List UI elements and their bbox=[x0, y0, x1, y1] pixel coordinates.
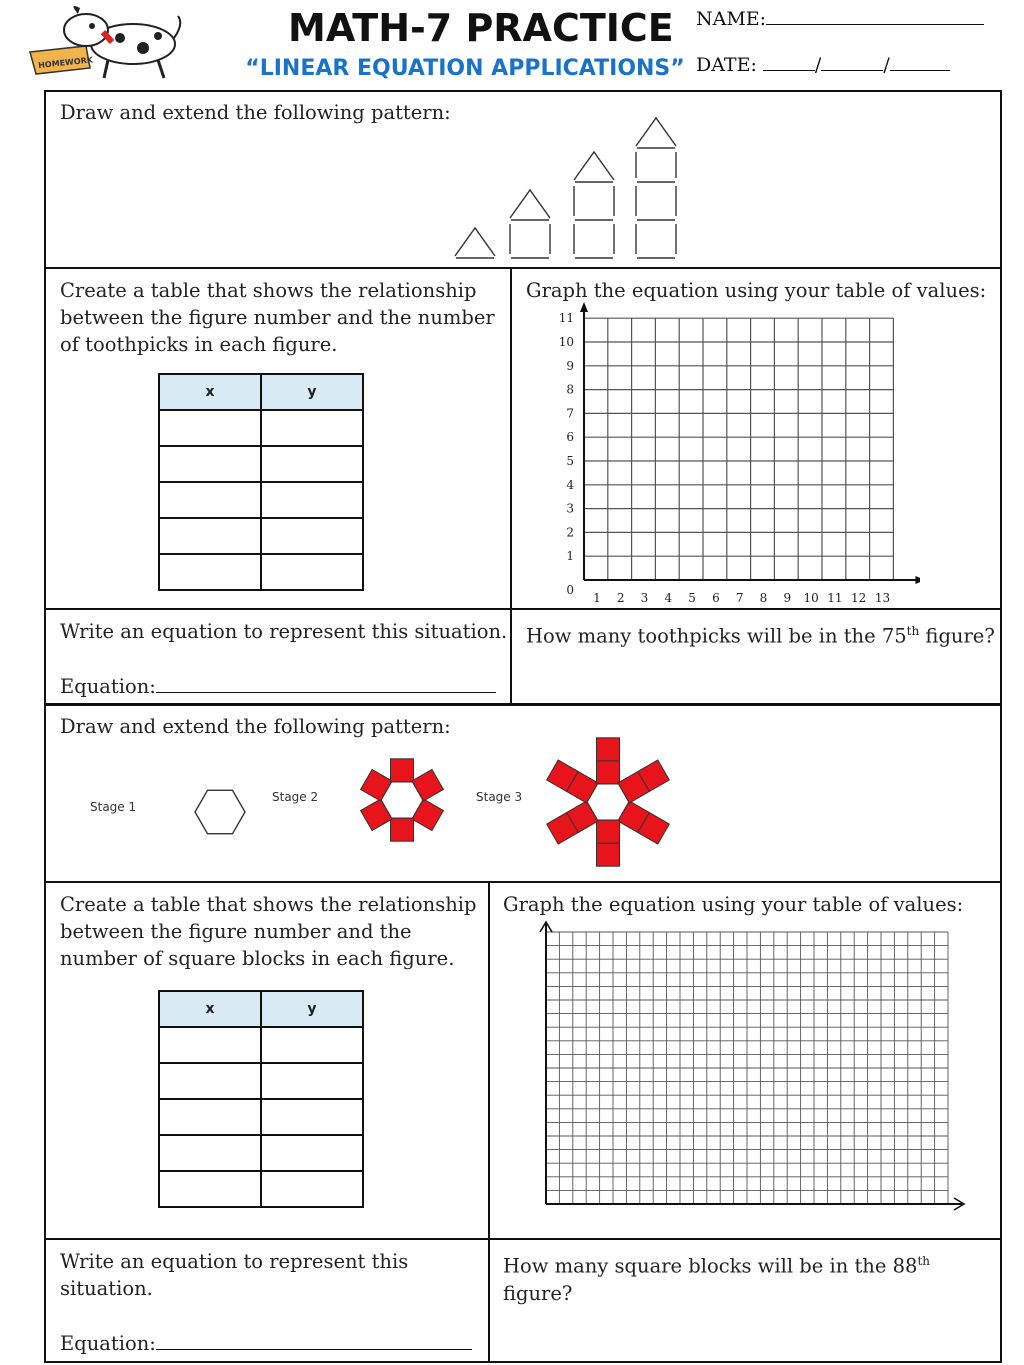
table-cell[interactable] bbox=[261, 446, 363, 482]
stage2-block bbox=[391, 759, 414, 782]
stage1-hexagon bbox=[195, 790, 245, 833]
section1-graph-prompt: Graph the equation using your table of values: bbox=[526, 279, 987, 302]
y-tick-label: 4 bbox=[566, 477, 574, 492]
date-day-line[interactable] bbox=[821, 52, 883, 71]
table-cell[interactable] bbox=[261, 410, 363, 446]
section2-equation-field[interactable] bbox=[60, 1330, 472, 1357]
section1-divider-vertical bbox=[510, 267, 512, 704]
y-axis-arrow bbox=[580, 302, 588, 312]
stage3-block bbox=[597, 761, 620, 784]
date-year-line[interactable] bbox=[890, 52, 950, 71]
table-cell[interactable] bbox=[261, 518, 363, 554]
section1-graph[interactable] bbox=[550, 300, 920, 606]
equation-label: Equation: bbox=[60, 675, 156, 698]
section1-pattern-prompt: Draw and extend the following pattern: bbox=[60, 101, 451, 124]
stage2-label: Stage 2 bbox=[272, 790, 319, 804]
question-text-end: figure? bbox=[919, 624, 995, 648]
x-tick-label: 5 bbox=[688, 591, 696, 605]
toothpick-pattern bbox=[450, 110, 690, 262]
section1-divider-top bbox=[44, 267, 1002, 269]
stage3-label: Stage 3 bbox=[476, 790, 523, 804]
table-header-y: y bbox=[261, 991, 363, 1027]
x-tick-label: 4 bbox=[664, 591, 673, 605]
equation-prompt-line: Write an equation to represent this bbox=[60, 1250, 409, 1273]
homework-dog-logo bbox=[8, 2, 183, 82]
date-label: DATE: bbox=[696, 54, 757, 76]
table-cell[interactable] bbox=[261, 1099, 363, 1135]
table-cell[interactable] bbox=[159, 1063, 261, 1099]
question-text: How many square blocks will be in the 88 bbox=[503, 1254, 918, 1278]
y-tick-label: 9 bbox=[566, 358, 574, 373]
table-cell[interactable] bbox=[159, 446, 261, 482]
table-cell[interactable] bbox=[261, 1063, 363, 1099]
name-field[interactable] bbox=[696, 6, 984, 30]
stage3-block bbox=[597, 820, 620, 843]
section1-table-prompt: Create a table that shows the relationship between the figure number and the number of toothpicks in each figure. bbox=[60, 279, 495, 356]
section2-equation-prompt bbox=[60, 1248, 408, 1302]
stage3-block bbox=[597, 738, 620, 761]
section2-divider-top bbox=[44, 881, 1002, 883]
section1-equation-field[interactable] bbox=[60, 673, 496, 700]
date-month-line[interactable] bbox=[763, 52, 815, 71]
x-tick-label: 6 bbox=[712, 591, 720, 605]
date-field[interactable] bbox=[696, 52, 950, 76]
table-cell[interactable] bbox=[159, 518, 261, 554]
table-cell[interactable] bbox=[261, 554, 363, 590]
section2-graph[interactable] bbox=[536, 920, 970, 1216]
table-cell[interactable] bbox=[159, 482, 261, 518]
question-superscript: th bbox=[906, 624, 920, 638]
equation-label: Equation: bbox=[60, 1332, 156, 1355]
name-label: NAME: bbox=[696, 8, 767, 30]
stage3-block bbox=[597, 843, 620, 866]
table-cell[interactable] bbox=[261, 1027, 363, 1063]
x-tick-label: 13 bbox=[874, 591, 891, 605]
table-header-y: y bbox=[261, 374, 363, 410]
table-cell[interactable] bbox=[261, 1135, 363, 1171]
x-tick-label: 12 bbox=[851, 591, 867, 605]
y-tick-label: 8 bbox=[566, 382, 574, 397]
section1-divider-mid bbox=[44, 608, 1002, 610]
section2-xy-table bbox=[158, 990, 364, 1208]
x-tick-label: 1 bbox=[593, 591, 601, 605]
hexagon-block-pattern bbox=[180, 730, 700, 875]
table-cell[interactable] bbox=[159, 1027, 261, 1063]
x-tick-label: 3 bbox=[640, 591, 649, 605]
section2-divider-mid bbox=[44, 1238, 1002, 1240]
section1-equation-prompt: Write an equation to represent this situation. bbox=[60, 620, 508, 643]
date-separator-2: / bbox=[883, 54, 890, 76]
y-tick-label: 1 bbox=[566, 549, 574, 564]
table-cell[interactable] bbox=[159, 410, 261, 446]
question-text: How many toothpicks will be in the 75 bbox=[526, 624, 907, 648]
table-cell[interactable] bbox=[159, 1099, 261, 1135]
section2-question bbox=[503, 1248, 963, 1307]
section1-xy-table bbox=[158, 373, 364, 591]
y-tick-label: 11 bbox=[558, 311, 574, 326]
worksheet-title: MATH-7 PRACTICE bbox=[288, 6, 674, 50]
x-tick-label: 9 bbox=[783, 591, 792, 605]
x-tick-label: 2 bbox=[616, 591, 625, 605]
x-axis-arrow bbox=[915, 576, 920, 584]
x-tick-label: 10 bbox=[803, 591, 819, 605]
x-tick-label: 8 bbox=[759, 591, 768, 605]
section2-table-prompt bbox=[60, 891, 477, 972]
y-tick-label: 6 bbox=[566, 430, 574, 445]
table-prompt-line: number of square blocks in each figure. bbox=[60, 947, 455, 970]
section2-divider-vertical bbox=[488, 881, 490, 1363]
table-cell[interactable] bbox=[159, 1135, 261, 1171]
name-line[interactable] bbox=[766, 6, 984, 25]
table-prompt-line: Create a table that shows the relationship bbox=[60, 893, 477, 916]
table-prompt-line: between the figure number and the bbox=[60, 920, 412, 943]
question-superscript: th bbox=[917, 1254, 930, 1268]
equation-prompt-line: situation. bbox=[60, 1277, 153, 1300]
logo-text: HOMEWORK bbox=[37, 55, 94, 71]
section2-pattern-prompt: Draw and extend the following pattern: bbox=[60, 715, 451, 738]
x-tick-label: 11 bbox=[827, 591, 843, 605]
table-header-x: x bbox=[159, 374, 261, 410]
y-tick-label: 7 bbox=[566, 406, 574, 421]
y-tick-label: 2 bbox=[566, 525, 574, 540]
x-tick-label: 7 bbox=[735, 591, 744, 605]
section2-graph-prompt: Graph the equation using your table of values: bbox=[503, 893, 964, 916]
y-tick-label: 3 bbox=[566, 501, 574, 516]
stage1-label: Stage 1 bbox=[90, 800, 137, 814]
table-cell[interactable] bbox=[261, 482, 363, 518]
y-tick-label: 5 bbox=[566, 454, 574, 468]
y-tick-label: 0 bbox=[566, 583, 574, 597]
equation-line[interactable] bbox=[156, 1331, 472, 1350]
table-cell[interactable] bbox=[159, 1171, 261, 1207]
y-tick-label: 10 bbox=[558, 335, 574, 349]
question-text-end: figure? bbox=[503, 1281, 573, 1305]
equation-line[interactable] bbox=[156, 674, 496, 693]
stage2-block bbox=[391, 818, 414, 841]
section1-question bbox=[526, 618, 995, 650]
table-cell[interactable] bbox=[261, 1171, 363, 1207]
table-cell[interactable] bbox=[159, 554, 261, 590]
worksheet-subtitle: “LINEAR EQUATION APPLICATIONS” bbox=[245, 56, 685, 81]
table-header-x: x bbox=[159, 991, 261, 1027]
date-separator-1: / bbox=[814, 54, 822, 76]
